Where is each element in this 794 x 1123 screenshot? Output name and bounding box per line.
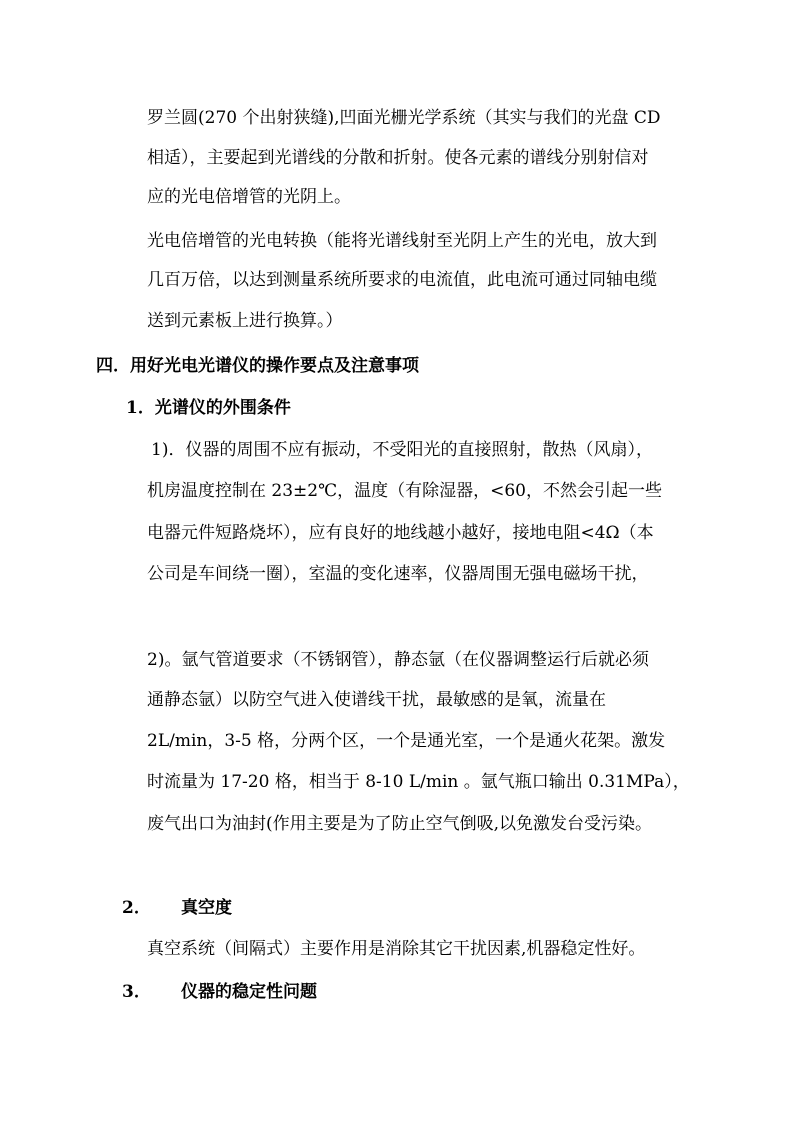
item-line: 1)．仪器的周围不应有振动，不受阳光的直接照射，散热（风扇），: [151, 440, 653, 460]
paragraph-line: 送到元素板上进行换算。）: [147, 311, 343, 331]
item-line: 机房温度控制在 23±2℃，温度（有除湿器，<60，不然会引起一些: [147, 481, 662, 501]
paragraph-line: 真空系统（间隔式）主要作用是消除其它干扰因素,机器稳定性好。: [147, 939, 646, 959]
subsection-number: 3．: [122, 982, 151, 1002]
paragraph-line: 罗兰圆(270 个出射狭缝),凹面光栅光学系统（其实与我们的光盘 CD: [147, 108, 661, 128]
subsection-heading: 仪器的稳定性问题: [181, 982, 317, 1002]
paragraph-line: 应的光电倍增管的光阴上。: [147, 187, 351, 207]
item-line: 通静态氩）以防空气进入使谱线干扰，最敏感的是氧，流量在: [147, 690, 606, 710]
item-line: 电器元件短路烧坏），应有良好的地线越小越好，接地电阻<4Ω（本: [147, 523, 654, 543]
paragraph-line: 光电倍增管的光电转换（能将光谱线射至光阴上产生的光电，放大到: [147, 231, 657, 251]
subsection-heading: 1．光谱仪的外围条件: [126, 398, 291, 418]
item-line: 2L/min，3-5 格，分两个区，一个是通光室，一个是通火花架。激发: [147, 731, 666, 751]
item-line: 时流量为 17-20 格，相当于 8-10 L/min 。氩气瓶口输出 0.31MPa），: [147, 772, 690, 792]
subsection-number: 2．: [122, 898, 151, 918]
item-line: 2)。氩气管道要求（不锈钢管），静态氩（在仪器调整运行后就必须: [147, 650, 649, 670]
paragraph-line: 几百万倍，以达到测量系统所要求的电流值，此电流可通过同轴电缆: [147, 270, 657, 290]
subsection-heading: 真空度: [181, 898, 232, 918]
paragraph-line: 相适），主要起到光谱线的分散和折射。使各元素的谱线分别射信对: [147, 148, 649, 168]
section-heading: 四．用好光电光谱仪的操作要点及注意事项: [96, 356, 419, 376]
item-line: 公司是车间绕一圈），室温的变化速率，仪器周围无强电磁场干扰，: [147, 564, 649, 584]
item-line: 废气出口为油封(作用主要是为了防止空气倒吸,以免激发台受污染。: [147, 814, 653, 834]
